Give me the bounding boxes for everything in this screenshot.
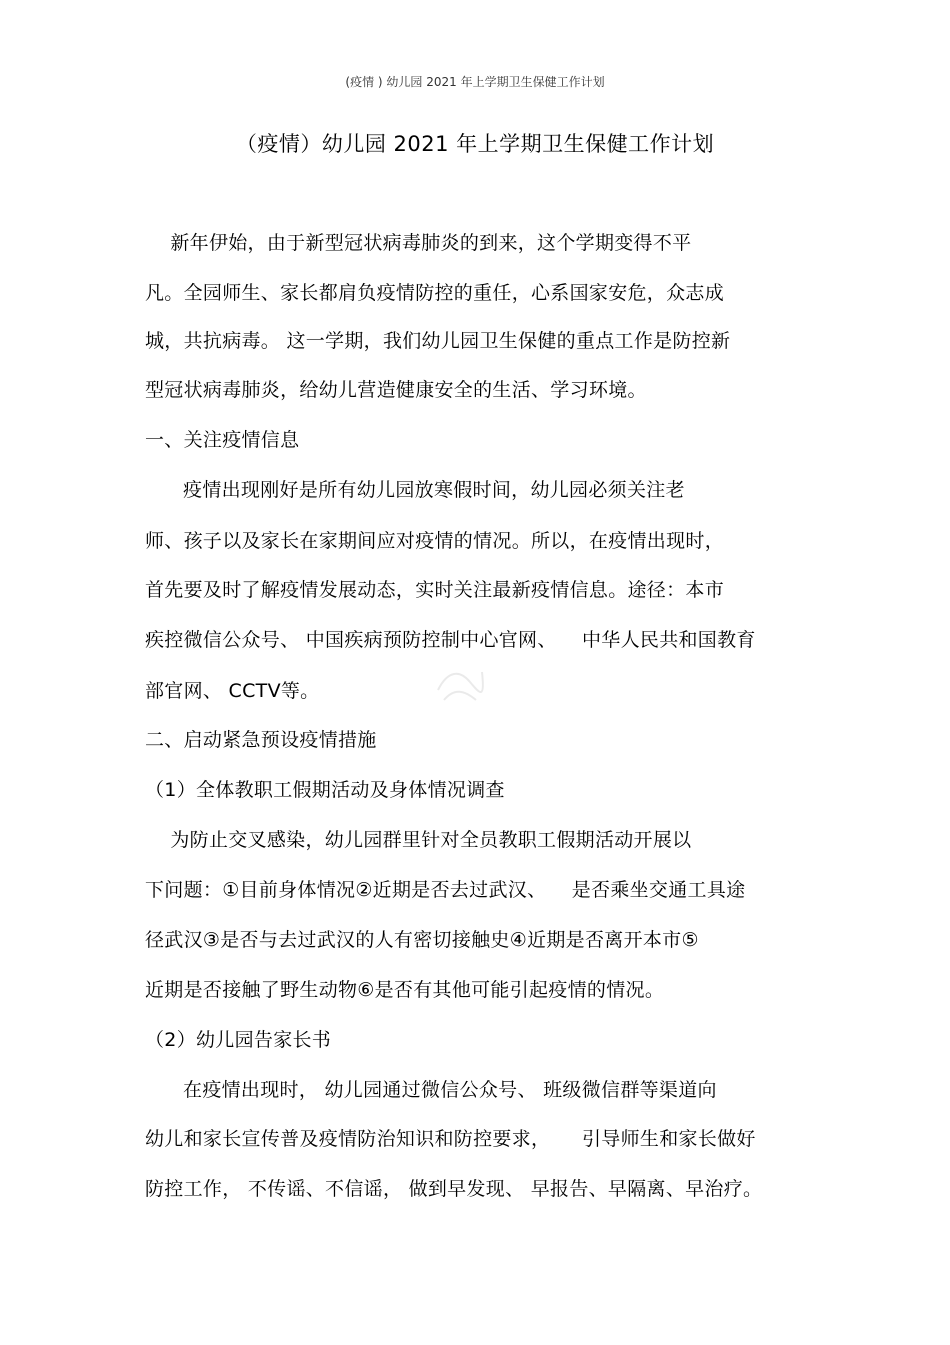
section-heading: 二、启动紧急预设疫情措施 (145, 729, 377, 751)
paragraph-line: 防控工作， 不传谣、不信谣， 做到早发现、 早报告、早隔离、早治疗。 (145, 1178, 763, 1200)
paragraph-line: 疾控微信公众号、 中国疾病预防控制中心官网、 中华人民共和国教育 (145, 629, 756, 651)
document-title: （疫情）幼儿园 2021 年上学期卫生保健工作计划 (235, 132, 715, 156)
paragraph-line: 新年伊始，由于新型冠状病毒肺炎的到来，这个学期变得不平 (145, 232, 692, 254)
paragraph-line: 首先要及时了解疫情发展动态，实时关注最新疫情信息。途径：本市 (145, 579, 725, 601)
paragraph-line: 疫情出现刚好是所有幼儿园放寒假时间，幼儿园必须关注老 (145, 479, 685, 501)
paragraph-line: 下问题：①目前身体情况②近期是否去过武汉、 是否乘坐交通工具途 (145, 879, 746, 901)
paragraph-line: 近期是否接触了野生动物⑥是否有其他可能引起疫情的情况。 (145, 979, 665, 1001)
section-heading: 一、关注疫情信息 (145, 429, 300, 451)
paragraph-line: 凡。全园师生、家长都肩负疫情防控的重任，心系国家安危，众志成 (145, 282, 725, 304)
subsection-heading: （1）全体教职工假期活动及身体情况调查 (145, 779, 505, 801)
paragraph-line: 城，共抗病毒。 这一学期，我们幼儿园卫生保健的重点工作是防控新 (145, 330, 731, 352)
running-header: (疫情 ) 幼儿园 2021 年上学期卫生保健工作计划 (345, 75, 605, 89)
paragraph-line: 型冠状病毒肺炎，给幼儿营造健康安全的生活、学习环境。 (145, 379, 647, 401)
paragraph-line: 师、孩子以及家长在家期间应对疫情的情况。所以，在疫情出现时， (145, 530, 725, 552)
paragraph-line: 在疫情出现时， 幼儿园通过微信公众号、 班级微信群等渠道向 (145, 1079, 717, 1101)
subsection-heading: （2）幼儿园告家长书 (145, 1029, 332, 1051)
paragraph-line: 幼儿和家长宣传普及疫情防治知识和防控要求， 引导师生和家长做好 (145, 1128, 756, 1150)
watermark-mark (430, 660, 490, 710)
paragraph-line: 径武汉③是否与去过武汉的人有密切接触史④近期是否离开本市⑤ (145, 929, 699, 951)
paragraph-line: 为防止交叉感染，幼儿园群里针对全员教职工假期活动开展以 (145, 829, 692, 851)
paragraph-line: 部官网、 CCTV等。 (145, 680, 320, 702)
